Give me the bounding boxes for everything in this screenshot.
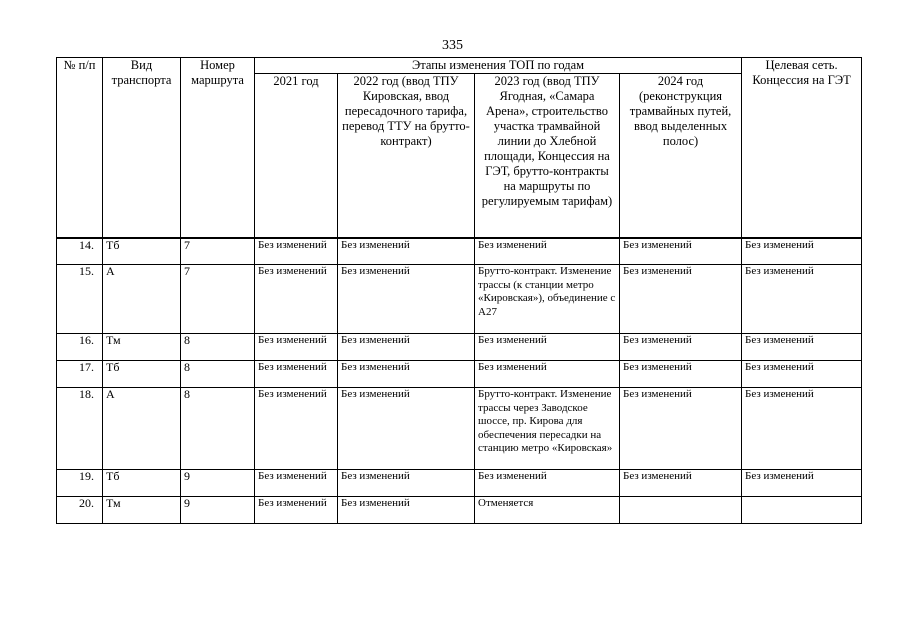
page-number: 335 [442,38,463,53]
cell-2023: Отменяется [475,497,620,524]
cell-transport-type: А [103,265,181,334]
cell-transport-type: Тб [103,238,181,265]
cell-route-number: 8 [181,361,255,388]
cell-transport-type: Тб [103,470,181,497]
header-target-network: Целевая сеть. Концессия на ГЭТ [742,58,862,238]
cell-num: 19. [57,470,103,497]
cell-num: 14. [57,238,103,265]
table-body [57,238,862,524]
cell-2024: Без изменений [620,388,742,470]
cell-2024 [620,497,742,524]
cell-target: Без изменений [742,334,862,361]
cell-route-number: 9 [181,470,255,497]
cell-2022: Без изменений [338,238,475,265]
cell-2024: Без изменений [620,470,742,497]
table-row [57,388,862,470]
header-num: № п/п [57,58,103,238]
cell-target: Без изменений [742,265,862,334]
cell-target: Без изменений [742,361,862,388]
cell-2024: Без изменений [620,265,742,334]
header-year-2022: 2022 год (ввод ТПУ Кировская, ввод пересадочного тарифа, перевод ТТУ на брутто-контракт) [338,74,475,238]
cell-num: 20. [57,497,103,524]
cell-2021: Без изменений [255,238,338,265]
cell-transport-type: Тб [103,361,181,388]
table-row [57,238,862,265]
cell-route-number: 9 [181,497,255,524]
cell-2021: Без изменений [255,265,338,334]
cell-transport-type: Тм [103,497,181,524]
route-changes-table [56,57,862,524]
cell-route-number: 8 [181,388,255,470]
cell-num: 15. [57,265,103,334]
cell-target: Без изменений [742,238,862,265]
cell-2023: Без изменений [475,470,620,497]
header-route-number: Номер маршрута [181,58,255,238]
cell-route-number: 7 [181,238,255,265]
table-row [57,265,862,334]
table-row [57,361,862,388]
header-year-2023: 2023 год (ввод ТПУ Ягодная, «Самара Арена», строительство участка трамвайной линии до Хлебной площади, Концессия на ГЭТ, брутто-контракты на маршруты по регулируемым тарифам) [475,74,620,238]
cell-2023: Брутто-контракт. Изменение трассы через Заводское шоссе, пр. Кирова для обеспечения пересадки на станцию метро «Кировская» [475,388,620,470]
cell-2021: Без изменений [255,497,338,524]
header-year-2021: 2021 год [255,74,338,238]
cell-2024: Без изменений [620,238,742,265]
cell-transport-type: А [103,388,181,470]
cell-2023: Без изменений [475,238,620,265]
cell-2024: Без изменений [620,334,742,361]
cell-2024: Без изменений [620,361,742,388]
cell-2023: Без изменений [475,361,620,388]
cell-2021: Без изменений [255,388,338,470]
cell-2021: Без изменений [255,361,338,388]
cell-2023: Брутто-контракт. Изменение трассы (к станции метро «Кировская»), объединение с А27 [475,265,620,334]
cell-num: 17. [57,361,103,388]
cell-target: Без изменений [742,470,862,497]
cell-2022: Без изменений [338,388,475,470]
table-row [57,470,862,497]
cell-target: Без изменений [742,388,862,470]
cell-2023: Без изменений [475,334,620,361]
cell-2021: Без изменений [255,334,338,361]
cell-route-number: 7 [181,265,255,334]
table-row [57,497,862,524]
cell-transport-type: Тм [103,334,181,361]
table-header [57,58,862,238]
cell-2022: Без изменений [338,470,475,497]
cell-2021: Без изменений [255,470,338,497]
cell-target [742,497,862,524]
cell-num: 18. [57,388,103,470]
header-stages: Этапы изменения ТОП по годам [255,58,742,74]
cell-2022: Без изменений [338,334,475,361]
cell-2022: Без изменений [338,361,475,388]
cell-route-number: 8 [181,334,255,361]
cell-num: 16. [57,334,103,361]
table-row [57,334,862,361]
cell-2022: Без изменений [338,497,475,524]
header-year-2024: 2024 год (реконструкция трамвайных путей, ввод выделенных полос) [620,74,742,238]
cell-2022: Без изменений [338,265,475,334]
header-transport-type: Вид транспорта [103,58,181,238]
